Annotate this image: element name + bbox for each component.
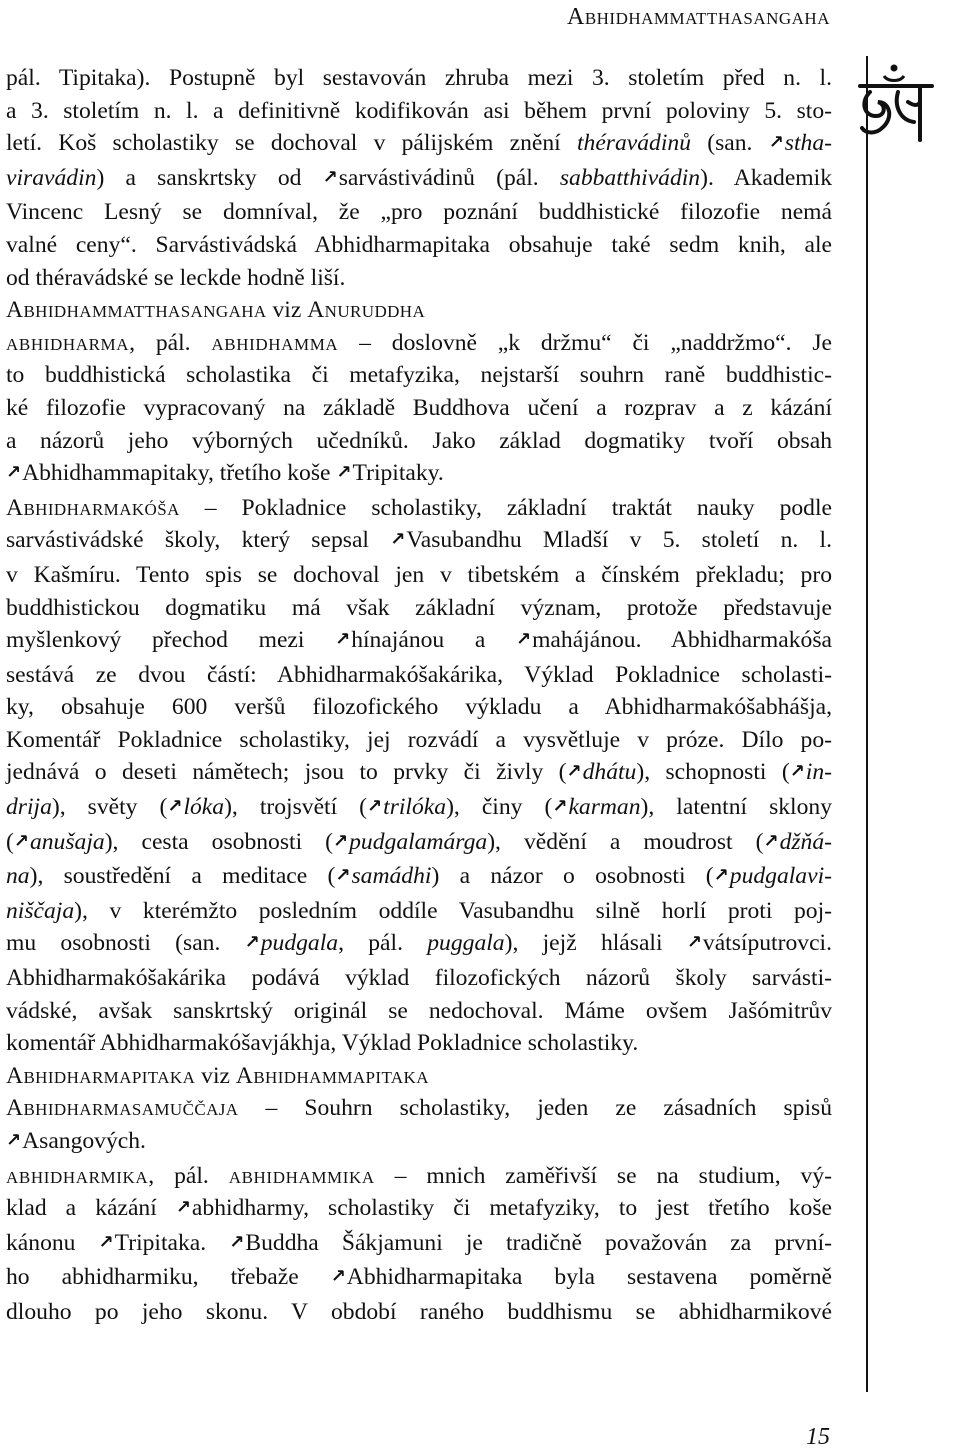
- cross-reference-arrow-icon: ↗: [515, 629, 532, 651]
- text-run: ), vědění a moudrost (: [487, 828, 764, 855]
- text-run: myšlenkový přechod mezi: [6, 627, 336, 654]
- text-line: [6, 659, 832, 692]
- text-line: [6, 294, 832, 327]
- text-run: ), světy (: [51, 794, 168, 821]
- running-head: Abhidhammatthasangaha: [566, 4, 830, 30]
- cross-reference-arrow-icon: ↗: [322, 166, 338, 188]
- text-run: Vincenc Lesný se domníval, že „pro poznání buddhistické filozofie nemá: [6, 199, 832, 226]
- text-run: klad a kázání: [6, 1195, 176, 1222]
- text-run: viz: [195, 1062, 236, 1089]
- text-run: Buddha Šákjamuni je tradičně považován za první-: [245, 1229, 832, 1256]
- text-line: [6, 1227, 832, 1262]
- text-run: (: [6, 828, 14, 855]
- text-run: vátsíputrovci.: [702, 930, 832, 957]
- text-run: , pál.: [148, 1162, 229, 1189]
- text-run: ), v kterémžto posledním oddíle Vasubandhu silně horlí proti poj-: [74, 897, 832, 924]
- text-run: jednává o deseti námětech; jsou to prvky či živly (: [6, 759, 567, 786]
- text-run: drija: [6, 794, 52, 821]
- cross-reference-arrow-icon: ↗: [98, 1231, 114, 1253]
- text-line: [6, 196, 832, 229]
- text-line: [6, 492, 832, 525]
- text-run: pudgalamárga: [349, 828, 488, 855]
- text-run: viravádin: [6, 164, 97, 191]
- text-line: [6, 624, 832, 659]
- text-line: [6, 962, 832, 995]
- cross-reference-arrow-icon: ↗: [244, 932, 260, 954]
- text-run: ), činy (: [446, 794, 553, 821]
- entry-headword: Abhidhammatthasangaha: [6, 297, 267, 324]
- text-run: théravádinů: [576, 130, 691, 157]
- text-line: [6, 756, 832, 791]
- text-line: [6, 995, 832, 1028]
- cross-reference-arrow-icon: ↗: [175, 1197, 191, 1219]
- text-run: in-: [805, 759, 832, 786]
- margin-rule: [866, 56, 868, 1392]
- text-line: [6, 95, 832, 128]
- cross-reference-arrow-icon: ↗: [229, 1231, 245, 1253]
- text-run: buddhistickou dogmatiku má však základní význam, protože představuje: [6, 594, 832, 621]
- text-line: [6, 1296, 832, 1329]
- entry-headword: abhidharmika: [6, 1162, 149, 1189]
- text-line: [6, 1160, 832, 1193]
- text-line: [6, 524, 832, 559]
- text-run: mahájánou. Abhidharmakóša: [532, 627, 833, 654]
- text-line: [6, 1261, 832, 1296]
- cross-reference-arrow-icon: ↗: [335, 629, 351, 651]
- entry-headword: abhidhammika: [228, 1162, 375, 1189]
- entry-headword: abhidharma: [6, 329, 130, 356]
- text-line: [6, 1192, 832, 1227]
- text-run: , pál.: [338, 930, 428, 957]
- text-run: letí. Koš scholastiky se dochoval v pálijském znění: [6, 130, 577, 157]
- text-run: abhidharmy, scholastiky či metafyziky, to jest třetího koše: [191, 1195, 832, 1222]
- text-line: [6, 262, 832, 295]
- cross-reference-arrow-icon: ↗: [167, 796, 183, 818]
- text-run: dhátu: [582, 759, 637, 786]
- text-line: [6, 229, 832, 262]
- entry-headword: abhidhamma: [211, 329, 339, 356]
- text-run: Tripitaky.: [352, 460, 444, 487]
- text-run: – Souhrn scholastiky, jeden ze zásadních spisů: [238, 1095, 832, 1122]
- text-run: hínajánou a: [351, 627, 516, 654]
- text-run: pál. Tipitaka). Postupně byl sestavován zhruba mezi 3. stoletím před n. l.: [6, 65, 832, 91]
- entry-headword: Abhidharmapitaka: [6, 1062, 196, 1089]
- text-line: [6, 392, 832, 425]
- cross-reference-arrow-icon: ↗: [763, 830, 779, 852]
- text-line: [6, 127, 832, 162]
- text-run: Abhidharmakóšakárika podává výklad filozofických názorů školy sarvásti-: [6, 965, 832, 992]
- text-line: [6, 860, 832, 895]
- text-run: (san.: [691, 130, 769, 157]
- text-run: trilóka: [383, 794, 447, 821]
- text-line: [6, 895, 832, 928]
- text-run: ké filozofie vypracovaný na základě Buddhova učení a rozprav a z kázání: [6, 394, 832, 421]
- text-run: ). Akademik: [700, 164, 832, 191]
- text-run: karman: [568, 794, 641, 821]
- text-line: [6, 162, 832, 197]
- text-run: sarvástivádinů (pál.: [338, 164, 560, 191]
- text-line: [6, 927, 832, 962]
- text-run: sarvástivádské školy, který sepsal: [6, 527, 391, 554]
- text-run: puggala: [427, 930, 505, 957]
- cross-reference-arrow-icon: ↗: [552, 796, 568, 818]
- text-run: anušaja: [29, 828, 105, 855]
- cross-reference-arrow-icon: ↗: [335, 865, 351, 887]
- cross-reference-arrow-icon: ↗: [330, 1266, 346, 1288]
- text-run: ) a sanskrtsky od: [96, 164, 323, 191]
- cross-reference-arrow-icon: ↗: [789, 761, 805, 783]
- text-run: Asangových.: [22, 1128, 146, 1154]
- text-run: a 3. stoletím n. l. a definitivně kodifikován asi během první poloviny 5. sto-: [6, 97, 832, 124]
- text-run: Abhidharmapitaka byla sestavena poměrně: [346, 1264, 832, 1291]
- text-line: [6, 425, 832, 458]
- text-run: pudgalavi-: [729, 863, 832, 890]
- text-line: [6, 724, 832, 757]
- cross-reference-arrow-icon: ↗: [686, 932, 702, 954]
- text-run: mu osobnosti (san.: [6, 930, 245, 957]
- text-line: [6, 559, 832, 592]
- text-run: valné ceny“. Sarvástivádská Abhidharmapitaka obsahuje také sedm knih, ale: [6, 231, 832, 258]
- text-run: na: [6, 863, 30, 890]
- text-run: pudgala: [260, 930, 339, 957]
- text-run: komentář Abhidharmakóšavjákhja, Výklad Pokladnice scholastiky.: [6, 1030, 639, 1057]
- cross-reference-arrow-icon: ↗: [13, 830, 29, 852]
- text-run: ), schopnosti (: [636, 759, 790, 786]
- text-line: [6, 457, 832, 492]
- text-run: – mnich zaměřivší se na studium, vý-: [374, 1162, 832, 1189]
- text-run: Tripitaka.: [114, 1229, 230, 1256]
- text-run: v Kašmíru. Tento spis se dochoval jen v tibetském a čínském překladu; pro: [6, 561, 832, 588]
- text-run: dlouho po jeho skonu. V období raného buddhismu se abhidharmikové: [6, 1298, 832, 1325]
- text-run: ), soustředění a meditace (: [29, 863, 336, 890]
- text-line: [6, 691, 832, 724]
- cross-reference-arrow-icon: ↗: [390, 529, 406, 551]
- text-run: sestává ze dvou částí: Abhidharmakóšakárika, Výklad Pokladnice scholasti-: [6, 661, 832, 688]
- text-run: , pál.: [129, 329, 212, 356]
- text-run: stha-: [784, 130, 832, 157]
- text-run: sabbatthivádin: [559, 164, 701, 191]
- text-run: Vasubandhu Mladší v 5. století n. l.: [406, 527, 832, 554]
- text-line: [6, 359, 832, 392]
- cross-reference-arrow-icon: ↗: [713, 865, 729, 887]
- cross-reference-arrow-icon: ↗: [367, 796, 383, 818]
- text-run: to buddhistická scholastika či metafyzika, nejstarší souhrn raně buddhistic-: [6, 362, 832, 389]
- text-line: [6, 62, 832, 95]
- text-line: [6, 327, 832, 360]
- text-line: [6, 592, 832, 625]
- text-run: kánonu: [6, 1229, 99, 1256]
- text-run: ), cesta osobnosti (: [104, 828, 334, 855]
- entry-headword: Abhidhammapitaka: [235, 1062, 429, 1089]
- text-run: džňá-: [779, 828, 832, 855]
- entry-headword: Anuruddha: [307, 297, 426, 324]
- text-run: ), trojsvětí (: [224, 794, 368, 821]
- cross-reference-arrow-icon: ↗: [566, 761, 582, 783]
- text-line: [6, 1027, 832, 1060]
- text-run: ky, obsahuje 600 veršů filozofického výkladu a Abhidharmakóšabhášja,: [6, 694, 832, 721]
- cross-reference-arrow-icon: ↗: [336, 462, 352, 484]
- cross-reference-arrow-icon: ↗: [6, 1130, 22, 1151]
- text-run: ), jejž hlásali: [504, 930, 687, 957]
- cross-reference-arrow-icon: ↗: [333, 830, 349, 852]
- text-line: [6, 826, 832, 861]
- text-run: od théravádské se leckde hodně liší.: [6, 264, 346, 291]
- text-run: ho abhidharmiku, třebaže: [6, 1264, 331, 1291]
- cross-reference-arrow-icon: ↗: [6, 462, 22, 484]
- text-run: samádhi: [351, 863, 432, 890]
- cross-reference-arrow-icon: ↗: [768, 132, 784, 154]
- text-run: ), latentní sklony: [640, 794, 833, 821]
- text-run: viz: [266, 297, 308, 324]
- text-line: [6, 1092, 832, 1125]
- text-line: [6, 1125, 832, 1160]
- text-run: lóka: [183, 794, 225, 821]
- text-run: vádské, avšak sanskrtský originál se nedochoval. Máme ovšem Jašómitrův: [6, 997, 832, 1024]
- dictionary-text: [6, 62, 832, 1329]
- text-run: ) a názor o osobnosti (: [431, 863, 714, 890]
- entry-headword: Abhidharmakóša: [6, 494, 180, 521]
- text-run: – doslovně „k držmu“ či „naddržmo“. Je: [338, 329, 832, 356]
- text-line: [6, 791, 832, 826]
- page-number: 15: [806, 1424, 830, 1450]
- text-run: Komentář Pokladnice scholastiky, jej rozvádí a vysvětluje v próze. Dílo po-: [6, 726, 832, 753]
- text-run: a názorů jeho výborných učedníků. Jako základ dogmatiky tvoří obsah: [6, 427, 832, 454]
- entry-headword: Abhidharmasamuččaja: [6, 1095, 239, 1122]
- text-line: [6, 1060, 832, 1093]
- text-run: Abhidhammapitaky, třetího koše: [22, 460, 337, 487]
- text-run: – Pokladnice scholastiky, základní traktát nauky podle: [179, 494, 832, 521]
- text-run: niščaja: [6, 897, 75, 924]
